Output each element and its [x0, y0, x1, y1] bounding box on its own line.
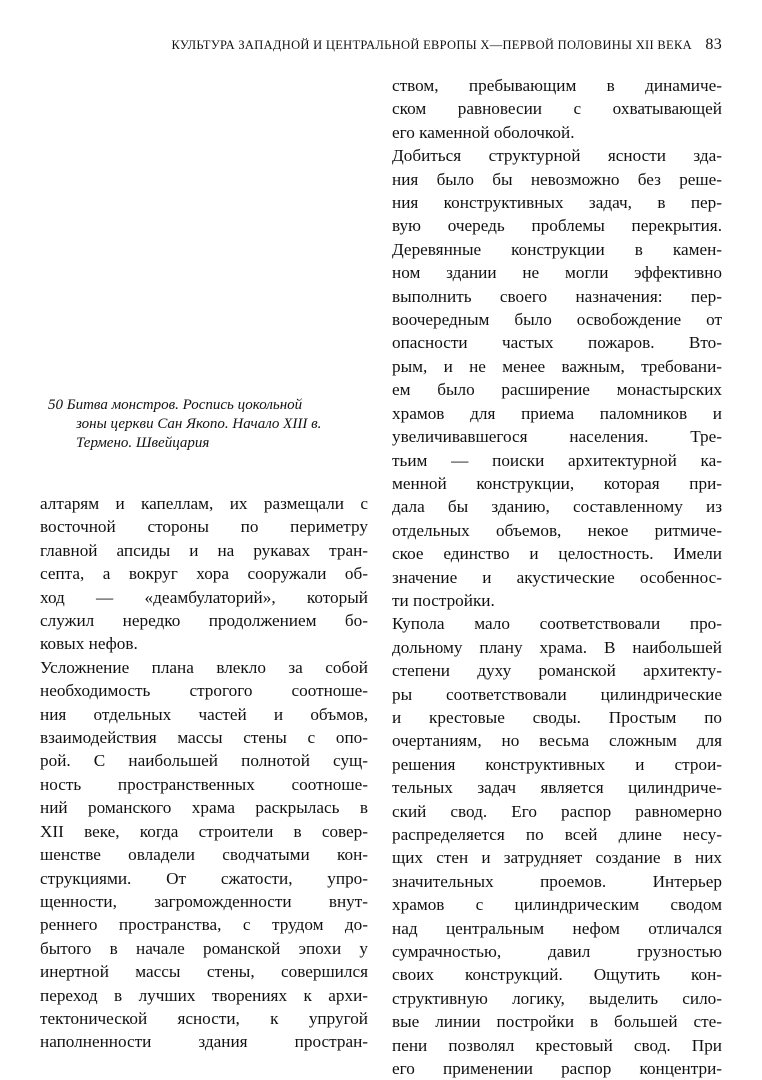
text-line: ния было бы невозможно без реше- [392, 169, 722, 189]
text-line: решения конструктивных и строи- [392, 754, 722, 774]
text-line: Купола мало соответствовали про- [392, 614, 722, 634]
text-line: реннего пространства, с трудом до- [40, 915, 368, 935]
text-line: ством, пребывающим в динамиче- [392, 76, 722, 95]
text-line: ния конструктивных задач, в пер- [392, 193, 722, 213]
text-line: Добиться структурной ясности зда- [392, 146, 722, 166]
text-line: ний романского храма раскрылась в [40, 798, 368, 818]
text-line: тектонической ясности, к упругой [40, 1008, 368, 1028]
text-line: его применении распор концентри- [392, 1059, 722, 1079]
text-line: опасности частых пожаров. Вто- [392, 333, 722, 353]
text-line: алтарям и капеллам, их размещали с [40, 494, 368, 513]
text-line: очертаниям, но весьма сложным для [392, 731, 722, 751]
text-line: тельных задач является цилиндриче- [392, 778, 722, 798]
text-line: служил нередко продолжением бо- [40, 611, 368, 631]
text-line: распределяется по всей длине несу- [392, 825, 722, 844]
text-line: ем было расширение монастырских [392, 380, 722, 400]
text-line: бытого в начале романской эпохи у [40, 938, 368, 958]
text-line: рой. С наибольшей полнотой сущ- [40, 751, 368, 771]
text-line: воочередным было освобождение от [392, 310, 722, 330]
text-line: ское единство и целостность. Имели [392, 544, 722, 564]
text-line: храмов для приема паломников и [392, 403, 722, 423]
text-line: шенстве овладели сводчатыми кон- [40, 845, 368, 865]
text-line: отдельных объемов, некое ритмиче- [392, 520, 722, 540]
text-line: степени духу романской архитекту- [392, 661, 722, 681]
text-line: значение и акустические особеннос- [392, 567, 722, 587]
running-header [40, 36, 722, 54]
text-line: дала бы зданию, составленному из [392, 497, 722, 517]
text-line: септа, а вокруг хора сооружали об- [40, 564, 368, 584]
text-line: Усложнение плана влекло за собой [40, 657, 368, 677]
caption-line: зоны церкви Сан Якопо. Начало XIII в. [76, 416, 322, 432]
text-line: над центральным нефом отличался [392, 918, 722, 938]
text-line: восточной стороны по периметру [40, 517, 368, 537]
text-line: ния отдельных частей и объмов, [40, 704, 368, 724]
text-line: ском равновесии с охватывающей [392, 99, 722, 119]
text-line: менной конструкции, которая при- [392, 473, 722, 493]
text-line: выполнить своего назначения: пер- [392, 286, 722, 306]
text-line: XII веке, когда строители в совер- [40, 821, 368, 841]
caption-line: 50 Битва монстров. Роспись цокольной [48, 397, 303, 413]
text-line: тьим — поиски архитектурной ка- [392, 450, 722, 470]
text-line: ход — «деамбулаторий», который [40, 587, 368, 607]
text-line: взаимодействия массы стены с опо- [40, 728, 368, 748]
text-line: значительных проемов. Интерьер [392, 871, 722, 891]
text-line: его каменной оболочкой. [392, 122, 575, 142]
text-line: и крестовые своды. Простым по [392, 707, 722, 727]
text-line: Деревянные конструкции в камен- [392, 239, 722, 259]
text-line: вые линии постройки в большей сте- [392, 1012, 722, 1032]
text-line: своих конструкций. Ощутить кон- [392, 965, 722, 985]
text-column-right [392, 74, 722, 1080]
text-line: переход в лучших творениях к архи- [40, 985, 368, 1005]
text-line: главной апсиды и на рукавах тран- [40, 540, 368, 560]
text-line: ковых нефов. [40, 634, 138, 654]
text-line: щенности, загроможденности внут- [40, 891, 368, 911]
text-line: щих стен и затрудняет создание в них [392, 848, 722, 868]
text-line: ский свод. Его распор равномерно [392, 801, 722, 821]
text-line: храмов с цилиндрическим сводом [392, 895, 722, 915]
text-line: вую очередь проблемы перекрытия. [392, 216, 722, 236]
text-line: пени позволял крестовый свод. При [392, 1035, 722, 1055]
page-number: 83 [705, 36, 722, 53]
text-line: структивную логику, выделить сило- [392, 988, 722, 1008]
text-line: рым, и не менее важным, требовани- [392, 356, 722, 376]
text-line: струкциями. От сжатости, упро- [40, 868, 368, 888]
text-line: инертной массы стены, совершился [40, 962, 368, 982]
running-title: КУЛЬТУРА ЗАПАДНОЙ И ЦЕНТРАЛЬНОЙ ЕВРОПЫ X—ПЕРВОЙ ПОЛОВИНЫ XII ВЕКА [171, 38, 692, 52]
text-line: наполненности здания простран- [40, 1032, 368, 1052]
text-column-left [40, 492, 368, 1054]
text-line: увеличивавшегося населения. Тре- [392, 427, 722, 447]
text-line: дольному плану храма. В наибольшей [392, 637, 722, 657]
caption-line: Термено. Швейцария [76, 435, 210, 451]
text-line: сумрачностью, давил грузностью [392, 942, 722, 962]
text-line: ти постройки. [392, 590, 495, 610]
text-line: необходимость строгого соотноше- [40, 681, 368, 701]
figure-caption [48, 396, 378, 453]
text-line: ном здании не могли эффективно [392, 263, 722, 283]
text-line: ность пространственных соотноше- [40, 774, 368, 794]
text-line: ры соответствовали цилиндрические [392, 684, 722, 704]
